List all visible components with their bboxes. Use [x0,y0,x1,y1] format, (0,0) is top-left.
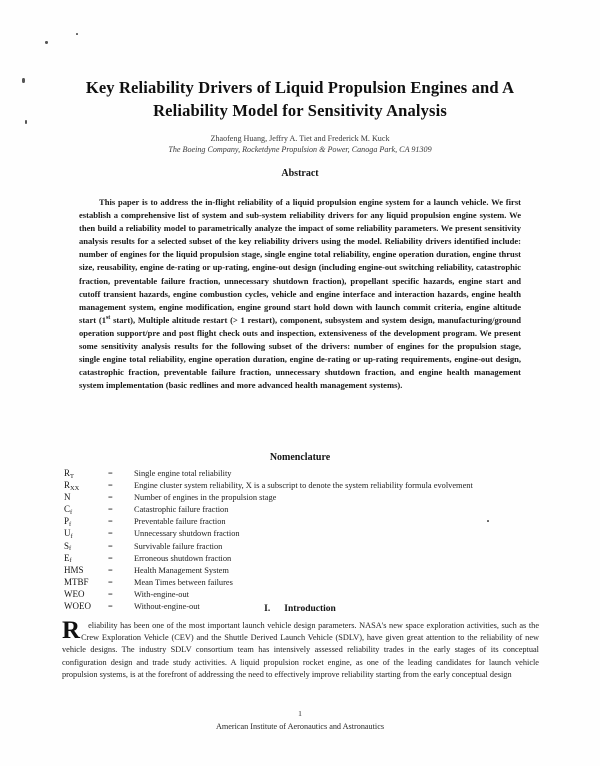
nomenclature-definition: Mean Times between failures [134,577,233,587]
nomenclature-row [64,504,534,516]
nomenclature-symbol: MTBF [64,576,89,587]
nomenclature-separator: = [108,602,113,612]
nomenclature-definition: Erroneous shutdown fraction [134,553,232,563]
nomenclature-row [64,565,534,577]
nomenclature-separator: = [108,493,113,503]
nomenclature-row [64,480,534,492]
nomenclature-separator: = [108,565,113,575]
nomenclature-symbol: $C_f$ [64,504,73,516]
nomenclature-row [64,589,534,601]
nomenclature-definition: Number of engines in the propulsion stage [134,493,277,503]
scan-speckle [25,120,27,124]
nomenclature-row [64,516,534,528]
nomenclature-separator: = [108,517,113,527]
page-title [62,76,538,122]
nomenclature-separator: = [108,529,113,539]
footer-organization: American Institute of Aeronautics and Astronautics [215,722,385,731]
nomenclature-symbol: $R_{XX}$ [64,480,80,492]
nomenclature-symbol: $P_f$ [64,516,72,528]
nomenclature-separator: = [108,469,113,478]
drop-cap: R [62,617,81,644]
nomenclature-separator: = [108,553,113,563]
nomenclature-definition: Without-engine-out [134,602,200,612]
nomenclature-symbol: $R_T$ [64,468,74,480]
nomenclature-row [64,553,534,565]
nomenclature-row [64,468,534,480]
introduction-body [62,617,539,681]
nomenclature-separator: = [108,577,113,587]
section-numeral: I. [264,604,271,614]
nomenclature-separator: = [108,589,113,599]
abstract-heading: Abstract [281,168,319,179]
nomenclature-list [64,468,534,613]
abstract-superscript: st [105,315,111,321]
introduction-text: eliability has been one of the most important launch vehicle design parameters. NASA's new space exploration activities, such as the Crew Exploration Vehicle (CEV) and the Shuttle Derived Launch Vehicle (SDLV), have given great attention to the reliability of new vehicle designs. The industry SDLV consortium team has intensively assessed reliability trades in the early stages of its conceptual configuration design and trade study activities. A liquid propulsion rocket engine, as one of the leading candidates for launch vehicle propulsion systems, is at the forefront of addressing the need to effectively improve reliability starting from the early conceptual design [62,621,539,679]
nomenclature-symbol: $S_f$ [64,540,72,553]
nomenclature-symbol: $E_f$ [64,552,72,565]
nomenclature-definition: Unnecessary shutdown fraction [134,529,240,539]
scan-speckle [45,41,48,44]
section-title: Introduction [284,604,336,614]
title-line-2: Reliability Model for Sensitivity Analysis [153,101,447,120]
author-list: Zhaofeng Huang, Jeffry A. Tiet and Frederick M. Kuck [210,134,390,143]
nomenclature-definition: Survivable failure fraction [134,541,223,551]
scan-speckle [76,33,78,35]
page-number: 1 [298,709,302,718]
scan-speckle [22,78,25,83]
nomenclature-symbol: $U_f$ [64,528,73,541]
nomenclature-heading: Nomenclature [269,452,331,463]
nomenclature-symbol: WEO [64,588,85,599]
nomenclature-separator: = [108,541,113,551]
nomenclature-row [64,528,534,540]
abstract-text-part1: This paper is to address the in-flight reliability of a liquid propulsion engine system for a launch vehicle. We first establish a comprehensive list of system and sub-system reliability drivers for any liquid propulsion engine system. We then build a reliability model to parametrically analyze the impact of some reliability parameters. We present sensitivity analysis results for a selected subset of the key reliability drivers using the model. Reliability drivers identified include: number of engines for the liquid propulsion stage, single engine total reliability, engine operation duration, engine thrust size, reusability, engine de-rating or up-rating, engine-out design (including engine-out switching reliability, catastrophic fraction, preventable failure fraction, unnecessary shutdown fraction), propellant specific hazards, engine start and cutoff transient hazards, engine combustion cycles, vehicle and engine interface and interaction hazards, engine health management system, engine modification, engine ground start hold down with launch commit criteria, engine altitude start (1 [79,197,521,325]
nomenclature-row [64,541,534,553]
abstract-body [79,196,521,392]
nomenclature-symbol: WOEO [64,601,91,612]
nomenclature-row [64,492,534,504]
nomenclature-definition: Catastrophic failure fraction [134,505,229,515]
nomenclature-row [64,577,534,589]
nomenclature-definition: Engine cluster system reliability, X is a subscript to denote the system reliability formula evolvement [134,481,473,491]
nomenclature-definition: Health Management System [134,565,229,575]
nomenclature-symbol: HMS [64,564,84,575]
nomenclature-definition: Single engine total reliability [134,469,232,478]
nomenclature-definition: Preventable failure fraction [134,517,226,527]
nomenclature-separator: = [108,505,113,515]
nomenclature-definition: With-engine-out [134,589,190,599]
section-heading-introduction [62,604,538,614]
nomenclature-symbol: N [64,492,71,503]
affiliation: The Boeing Company, Rocketdyne Propulsion & Power, Canoga Park, CA 91309 [168,145,432,154]
nomenclature-separator: = [108,481,113,491]
title-line-1: Key Reliability Drivers of Liquid Propulsion Engines and A [85,78,515,97]
abstract-text-part2: start), Multiple altitude restart (> 1 restart), component, subsystem and system design, manufacturing/ground operation support/pre and post flight check outs and inspection, extensiveness of the development program. We present some sensitivity analysis results for the following subset of the drivers: number of engines for the propulsion stage, single engine total reliability, engine operation duration, engine de-rating or up-rating requirements, engine-out design, catastrophic fraction, preventable failure fraction, unnecessary shutdown fraction, and engine health management system implementation (basic redlines and more advanced health management systems). [79,314,521,391]
